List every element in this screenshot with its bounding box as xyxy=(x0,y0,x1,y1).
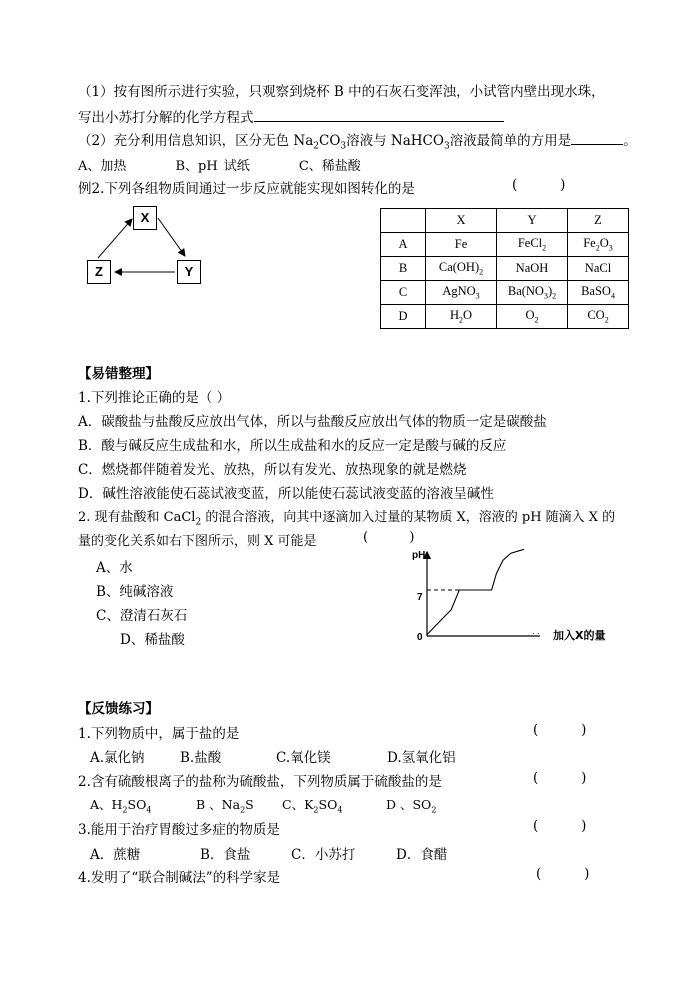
errors-q2-option-c[interactable]: C、澄清石灰石 xyxy=(96,608,188,624)
q1-line3a: （2）充分利用信息知识，区分无色 Na xyxy=(78,133,314,149)
errors-q1-option-b[interactable]: B．酸与碱反应生成盐和水，所以生成盐和水的反应一定是酸与碱的反应 xyxy=(78,438,507,454)
feedback-q4-paren[interactable]: ( ) xyxy=(536,866,590,882)
sub: 3 xyxy=(543,291,548,301)
feedback-q3-option-c[interactable]: C．小苏打 xyxy=(291,847,356,863)
sub: 2 xyxy=(479,267,484,277)
feedback-q2-option-c[interactable] xyxy=(282,795,342,815)
cell-y xyxy=(497,305,568,329)
cell-y xyxy=(497,233,568,257)
feedback-q1-option-c[interactable]: C.氧化镁 xyxy=(276,750,331,766)
q1-line3 xyxy=(78,129,637,152)
formula: D 、SO xyxy=(386,797,432,812)
feedback-q3-option-a[interactable]: A．蔗糖 xyxy=(90,847,141,863)
sub: 4 xyxy=(610,291,615,301)
formula: H xyxy=(449,308,459,323)
row-label: B xyxy=(381,257,426,281)
tick-label-7: 7 xyxy=(417,592,423,603)
sub: 4 xyxy=(337,805,343,815)
formula: S xyxy=(245,797,254,812)
answer-blank-method[interactable] xyxy=(571,132,623,145)
cell-x xyxy=(426,305,497,329)
header-cell: Y xyxy=(497,209,568,233)
formula: O xyxy=(463,308,473,323)
x-axis-dots: . . xyxy=(532,626,540,636)
node-x: X xyxy=(133,206,157,230)
feedback-q3-option-b[interactable]: B．食盐 xyxy=(200,847,251,863)
formula: C、K xyxy=(282,797,314,812)
formula: FeCl xyxy=(517,236,543,251)
sub: 2 xyxy=(122,805,128,815)
table-row[interactable] xyxy=(381,257,629,281)
feedback-q2-option-a[interactable] xyxy=(90,795,151,815)
errors-q1-stem: 1.下列推论正确的是（ ） xyxy=(78,390,231,406)
formula: B 、Na xyxy=(196,797,241,812)
errors-heading: 【易错整理】 xyxy=(78,366,159,382)
formula: O xyxy=(525,308,535,323)
q2-line1b: 的混合溶液，向其中逐滴加入过量的某物质 X，溶液的 pH 随滴入 X 的 xyxy=(201,510,616,525)
feedback-q1-stem: 1.下列物质中，属于盐的是 xyxy=(78,726,240,742)
table-row[interactable] xyxy=(381,281,629,305)
sub: 2 xyxy=(604,315,609,325)
cell-z: NaCl xyxy=(568,257,629,281)
q1-line3b: CO xyxy=(318,133,341,149)
cell-x xyxy=(426,257,497,281)
errors-q1-option-a[interactable]: A．碳酸盐与盐酸反应放出气体，所以与盐酸反应放出气体的物质一定是碳酸盐 xyxy=(78,414,547,430)
errors-q2-option-a[interactable]: A、水 xyxy=(96,560,133,576)
node-y: Y xyxy=(177,260,201,284)
sub: 3 xyxy=(608,243,613,253)
options-table xyxy=(380,208,629,329)
header-cell xyxy=(381,209,426,233)
sub: 3 xyxy=(340,141,347,152)
formula: SO xyxy=(318,797,338,812)
errors-q2-option-b[interactable]: B、纯碱溶液 xyxy=(96,584,174,600)
sub: 2 xyxy=(431,805,437,815)
errors-q2-line2: 量的变化关系如右下图所示，则 X 可能是 xyxy=(78,534,317,549)
header-cell: Z xyxy=(568,209,629,233)
feedback-heading: 【反馈练习】 xyxy=(78,701,159,717)
errors-q1-option-c[interactable]: C．燃烧都伴随着发光、放热，所以有发光、放热现象的就是燃烧 xyxy=(78,462,467,478)
q1-line3d: 溶液最简单的方用是 xyxy=(449,133,572,149)
answer-blank-equation[interactable] xyxy=(254,109,504,122)
feedback-q1-option-a[interactable]: A.氯化钠 xyxy=(90,750,145,766)
origin-label: 0 xyxy=(417,632,423,643)
sub: 2 xyxy=(313,805,319,815)
cell-z xyxy=(568,305,629,329)
ph-chart xyxy=(405,540,645,650)
sub: 2 xyxy=(552,291,557,301)
feedback-q2-stem: 2.含有硫酸根离子的盐称为硫酸盐，下列物质属于硫酸盐的是 xyxy=(78,774,442,790)
node-z: Z xyxy=(87,260,111,284)
formula: Ba(NO xyxy=(507,284,544,299)
sub: 3 xyxy=(443,141,450,152)
cell-y xyxy=(497,281,568,305)
formula: Ca(OH) xyxy=(438,260,480,275)
formula: BaSO xyxy=(581,284,611,299)
q1-line2-text: 写出小苏打分解的化学方程式 xyxy=(78,110,254,126)
q2-line1a: 2. 现有盐酸和 CaCl xyxy=(78,510,196,525)
row-label: D xyxy=(381,305,426,329)
feedback-q1-option-b[interactable]: B.盐酸 xyxy=(180,750,222,766)
errors-q2-paren[interactable]: ( ) xyxy=(363,530,415,545)
table-row[interactable] xyxy=(381,233,629,257)
sub: 2 xyxy=(459,315,463,325)
formula: Fe xyxy=(583,236,596,251)
feedback-q1-option-d[interactable]: D.氢氧化铝 xyxy=(387,750,456,766)
sub: 2 xyxy=(195,517,202,528)
sub: 2 xyxy=(595,243,600,253)
q1-line3-end: 。 xyxy=(623,133,637,149)
row-label: C xyxy=(381,281,426,305)
formula: SO xyxy=(127,797,147,812)
example2-paren[interactable]: ( ) xyxy=(512,177,566,193)
errors-q2-line1 xyxy=(78,506,615,528)
sub: 3 xyxy=(475,291,480,301)
x-axis-label: 加入X的量 xyxy=(553,629,606,642)
sub: 4 xyxy=(146,805,152,815)
feedback-q3-stem: 3.能用于治疗胃酸过多症的物质是 xyxy=(78,822,280,838)
sub: 2 xyxy=(534,315,539,325)
table-row[interactable] xyxy=(381,305,629,329)
q1-line1: （1）按有图所示进行实验，只观察到烧杯 B 中的石灰石变浑浊，小试管内壁出现水珠， xyxy=(78,84,605,100)
header-cell: X xyxy=(426,209,497,233)
sub: 2 xyxy=(542,243,547,253)
table-header-row xyxy=(381,209,629,233)
formula: ) xyxy=(547,284,553,299)
arrow-z-to-x xyxy=(98,219,132,258)
sub: 2 xyxy=(240,805,246,815)
arrow-x-to-y xyxy=(158,218,185,256)
feedback-q4-stem: 4.发明了“联合制碱法”的科学家是 xyxy=(78,870,281,886)
cell-z xyxy=(568,281,629,305)
feedback-q2-option-d[interactable] xyxy=(386,795,436,815)
q1-options: A、加热 B、pH 试纸 C、稀盐酸 xyxy=(78,159,361,174)
sub: 2 xyxy=(313,141,319,152)
example2-stem: 例2.下列各组物质间通过一步反应就能实现如图转化的是 xyxy=(78,181,415,197)
errors-q2-option-d[interactable]: D、稀盐酸 xyxy=(120,632,185,648)
feedback-q3-option-d[interactable]: D．食醋 xyxy=(396,847,448,863)
q1-line3c: 溶液与 NaHCO xyxy=(346,133,444,149)
feedback-q3-paren[interactable]: ( ) xyxy=(533,818,587,834)
formula: A、H xyxy=(90,797,123,812)
row-label: A xyxy=(381,233,426,257)
formula: CO xyxy=(587,308,605,323)
cell-x xyxy=(426,281,497,305)
formula: O xyxy=(599,236,609,251)
ph-series-line xyxy=(427,549,524,634)
feedback-q2-paren[interactable]: ( ) xyxy=(533,770,587,786)
feedback-q1-paren[interactable]: ( ) xyxy=(533,722,587,738)
feedback-q2-option-b[interactable] xyxy=(196,795,254,815)
q1-line2 xyxy=(78,106,504,126)
cell-z xyxy=(568,233,629,257)
errors-q1-option-d[interactable]: D．碱性溶液能使石蕊试液变蓝，所以能使石蕊试液变蓝的溶液呈碱性 xyxy=(78,486,494,502)
cell-x: Fe xyxy=(426,233,497,257)
cell-y: NaOH xyxy=(497,257,568,281)
y-axis-label: pH xyxy=(412,550,426,561)
formula: AgNO xyxy=(442,284,476,299)
